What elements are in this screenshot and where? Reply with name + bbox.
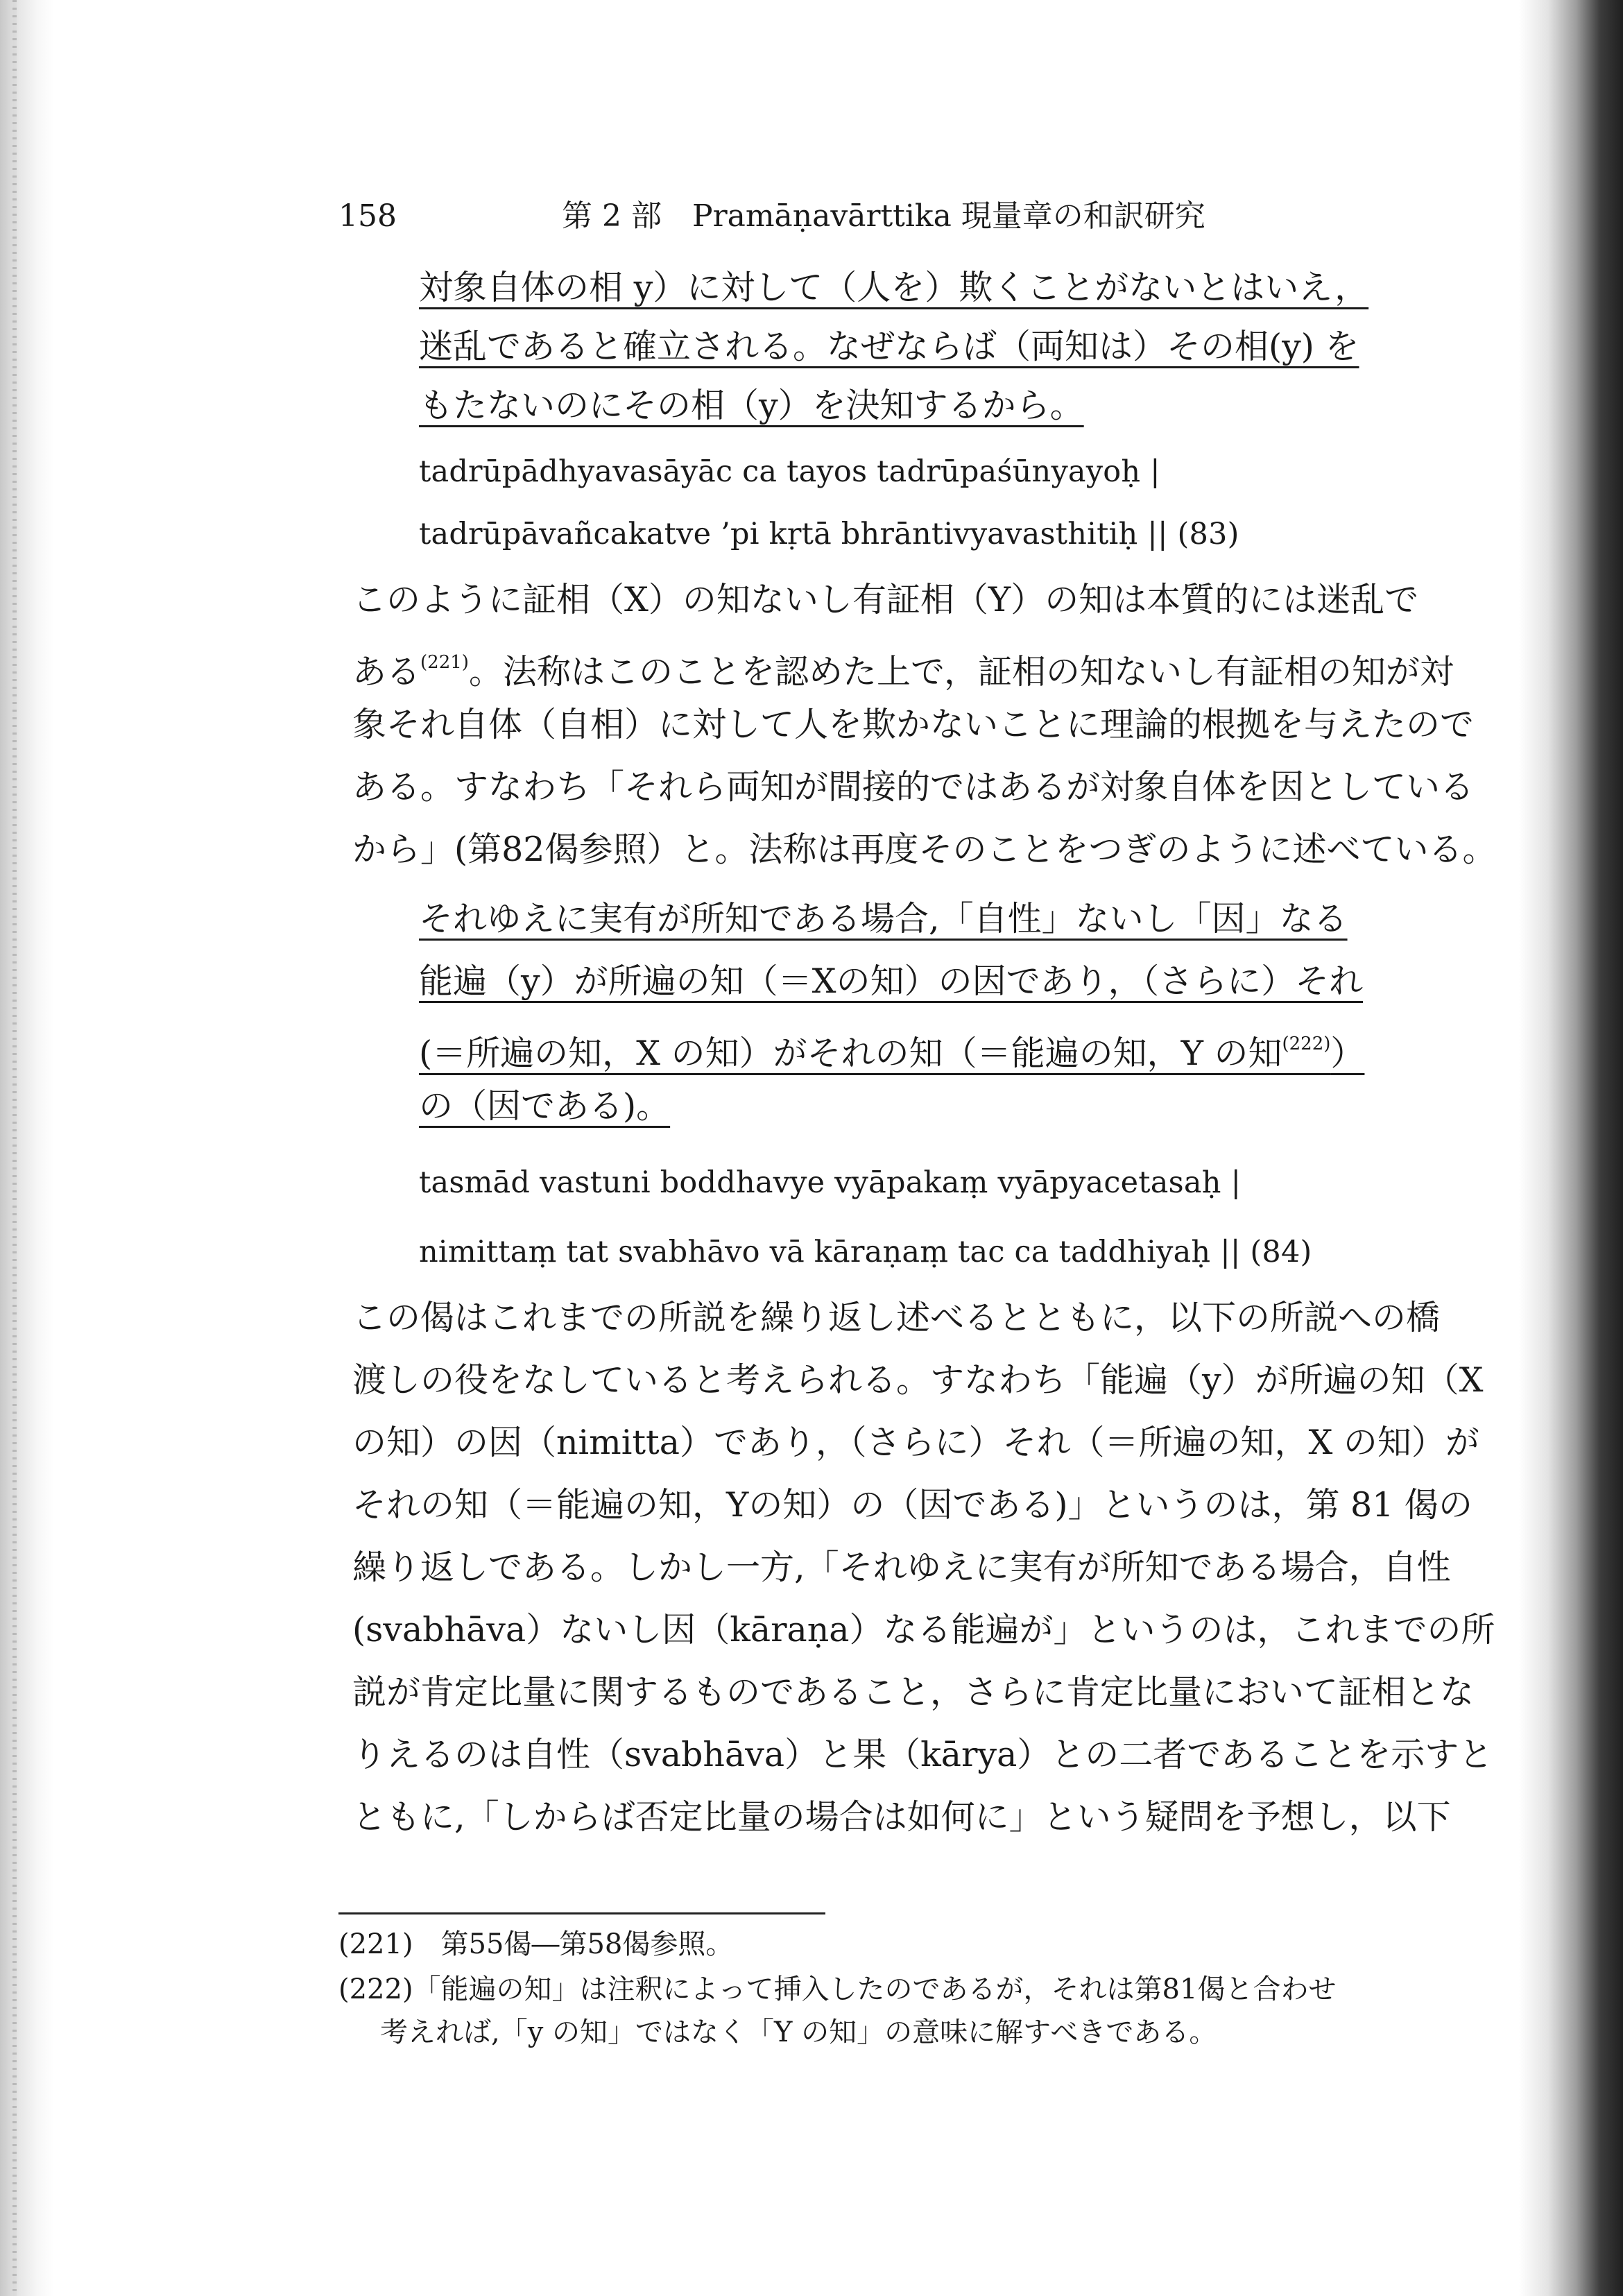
quote1-line-3: もたないのにその相（y）を決知するから。 [419,386,1084,425]
footnote-ref-221: (221) [420,652,469,673]
verse83-line-1: tadrūpādhyavasāyāc ca tayos tadrūpaśūnyayoḥ | [419,454,1160,489]
para1-text: 。法称はこのことを認めた上で，証相の知ないし有証相の知が対 [468,652,1454,692]
quote2-line-3 [419,1013,1364,1075]
quote1-line-1: 対象自体の相 y）に対して（人を）欺くことがないとはいえ， [419,268,1369,307]
footnote-222: (222)「能遍の知」は注釈によって挿入したのであるが，それは第81偈と合わせ [338,1973,1337,2005]
para2-line-7: 説が肯定比量に関するものであること，さらに肯定比量において証相とな [352,1672,1475,1712]
para1-text: ある [352,652,421,692]
running-head: 第 2 部 Pramāṇavārttika 現量章の和訳研究 [562,198,1205,234]
para2-line-5: 繰り返しである。しかし一方,「それゆえに実有が所知である場合，自性 [352,1548,1451,1587]
para1-line-4: ある。すなわち「それら両知が間接的ではあるが対象自体を因としている [352,767,1475,807]
quote2-text: (＝所遍の知，X の知）がそれの知（＝能遍の知，Y の知 [419,1034,1282,1073]
para2-line-4: それの知（＝能遍の知，Yの知）の（因である)」というのは，第 81 偈の [352,1485,1472,1525]
quote2-line-2: 能遍（y）が所遍の知（＝Xの知）の因であり，（さらに）それ [419,961,1364,1001]
para2-line-2: 渡しの役をなしていると考えられる。すなわち「能遍（y）が所遍の知（X [352,1360,1484,1400]
page-number: 158 [338,198,397,234]
para2-line-6: (svabhāva）ないし因（kāraṇa）なる能遍が」というのは，これまでの所 [352,1610,1495,1650]
footnote-ref-222: (222) [1282,1034,1331,1054]
quote2-line-4: の（因である)。 [419,1086,671,1126]
verse84-line-1: tasmād vastuni boddhavye vyāpakaṃ vyāpyacetasaḥ | [419,1165,1242,1200]
verse84-line-2: nimittaṃ tat svabhāvo vā kāraṇaṃ tac ca taddhiyaḥ || (84) [419,1235,1312,1269]
para1-line-1: このように証相（X）の知ないし有証相（Y）の知は本質的には迷乱で [352,580,1419,619]
para2-line-3: の知）の因（nimitta）であり，（さらに）それ（＝所遍の知，X の知）が [352,1423,1479,1462]
para1-line-3: 象それ自体（自相）に対して人を欺かないことに理論的根拠を与えたので [352,705,1475,744]
verse83-line-2: tadrūpāvañcakatve ’pi kṛtā bhrāntivyavasthitiḥ || (83) [419,517,1239,551]
quote2-line-1: それゆえに実有が所知である場合,「自性」ないし「因」なる [419,899,1348,939]
footnote-221: (221) 第55偈―第58偈参照。 [338,1928,734,1960]
scan-right-shadow [1519,0,1623,2296]
footnote-rule [338,1912,825,1914]
quote1-line-2: 迷乱であると確立される。なぜならば（両知は）その相(y) を [419,327,1359,366]
page-header [338,189,1205,244]
para2-line-9: ともに,「しからば否定比量の場合は如何に」という疑問を予想し，以下 [352,1797,1451,1837]
scan-left-edge [0,0,54,2296]
footnote-222-continued: 考えれば,「y の知」ではなく「Y の知」の意味に解すべきである。 [380,2016,1217,2048]
para2-line-1: この偈はこれまでの所説を繰り返し述べるとともに，以下の所説への橋 [352,1298,1441,1337]
para2-line-8: りえるのは自性（svabhāva）と果（kārya）との二者であることを示すと [352,1735,1493,1774]
para1-line-2 [352,631,1454,694]
para1-line-5: から」(第82偈参照）と。法称は再度そのことをつぎのように述べている。 [352,830,1497,869]
quote2-text: ） [1330,1034,1365,1073]
